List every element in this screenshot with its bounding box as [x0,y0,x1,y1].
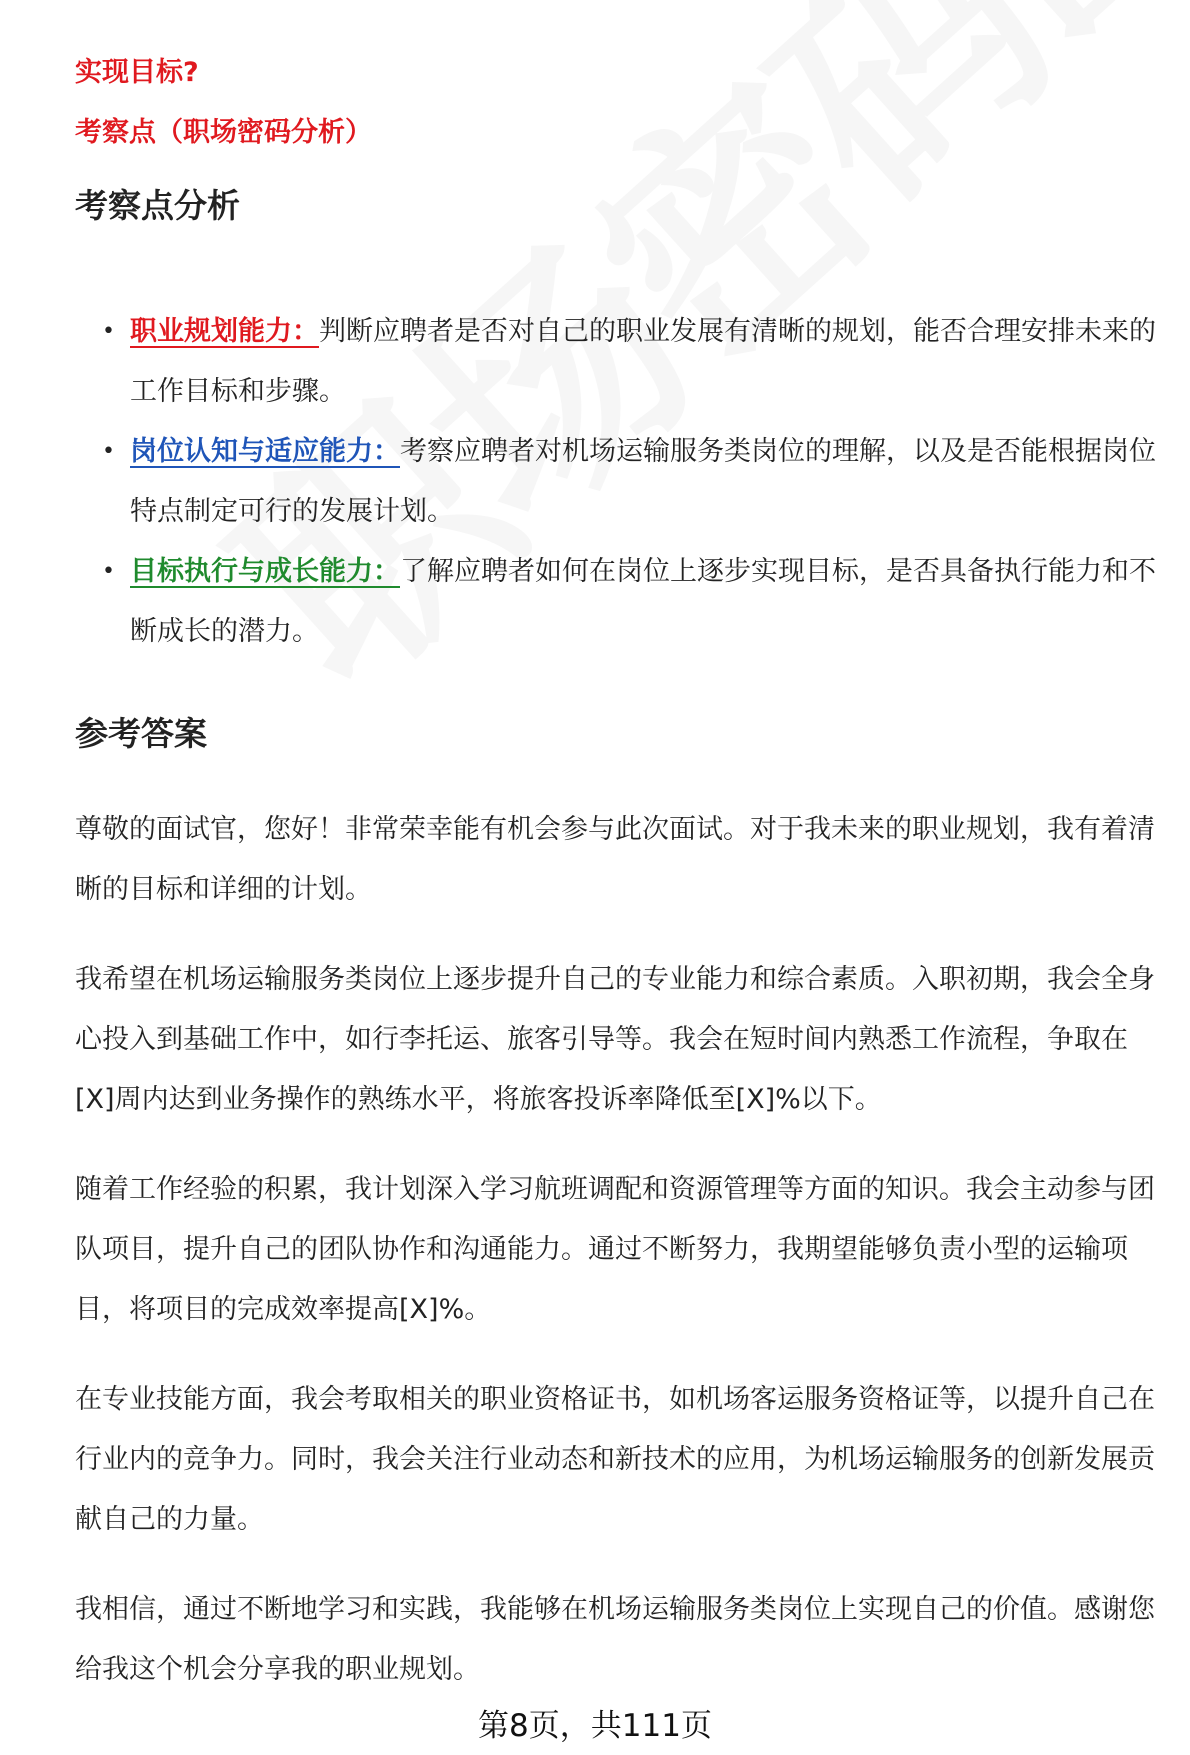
bullet-dot-icon: • [102,319,115,344]
answer-paragraph: 随着工作经验的积累，我计划深入学习航班调配和资源管理等方面的知识。我会主动参与团队项目，提升自己的团队协作和沟通能力。通过不断努力，我期望能够负责小型的运输项目，将项目的完成效率提高[X]%。 [75,1174,1155,1325]
page-number: 第8页，共111页 [478,1708,712,1744]
answer-paragraph: 尊敬的面试官，您好！非常荣幸能有机会参与此次面试。对于我未来的职业规划，我有着清晰的目标和详细的计划。 [75,814,1155,905]
answer-paragraph: 在专业技能方面，我会考取相关的职业资格证书，如机场客运服务资格证等，以提升自己在行业内的竞争力。同时，我会关注行业动态和新技术的应用，为机场运输服务的创新发展贡献自己的力量。 [75,1384,1155,1535]
bullet-dot-icon: • [102,439,115,464]
bullet-dot-icon: • [102,559,115,584]
analysis-item-label: 目标执行与成长能力： [130,556,400,587]
analysis-list [102,302,1160,662]
answer-paragraph: 我希望在机场运输服务类岗位上逐步提升自己的专业能力和综合素质。入职初期，我会全身心投入到基础工作中，如行李托运、旅客引导等。我会在短时间内熟悉工作流程，争取在[X]周内达到业务操作的熟练水平，将旅客投诉率降低至[X]%以下。 [75,964,1155,1115]
analysis-title: 考察点分析 [75,186,240,225]
analysis-item [102,302,1160,422]
analysis-item [102,542,1160,662]
question-tail: 实现目标? [75,57,199,88]
analysis-heading-red: 考察点（职场密码分析） [75,117,372,148]
analysis-item-label: 岗位认知与适应能力： [130,436,400,467]
analysis-item-text: 判断应聘者是否对自己的职业发展有清晰的规划，能否合理安排未来的工作目标和步骤。 [130,316,1156,407]
analysis-item-text: 了解应聘者如何在岗位上逐步实现目标，是否具备执行能力和不断成长的潜力。 [130,556,1156,647]
answer-paragraph: 我相信，通过不断地学习和实践，我能够在机场运输服务类岗位上实现自己的价值。感谢您给我这个机会分享我的职业规划。 [75,1594,1155,1685]
analysis-item [102,422,1160,542]
analysis-item-label: 职业规划能力： [130,316,319,347]
analysis-item-text: 考察应聘者对机场运输服务类岗位的理解，以及是否能根据岗位特点制定可行的发展计划。 [130,436,1156,527]
answer-title: 参考答案 [75,714,207,753]
